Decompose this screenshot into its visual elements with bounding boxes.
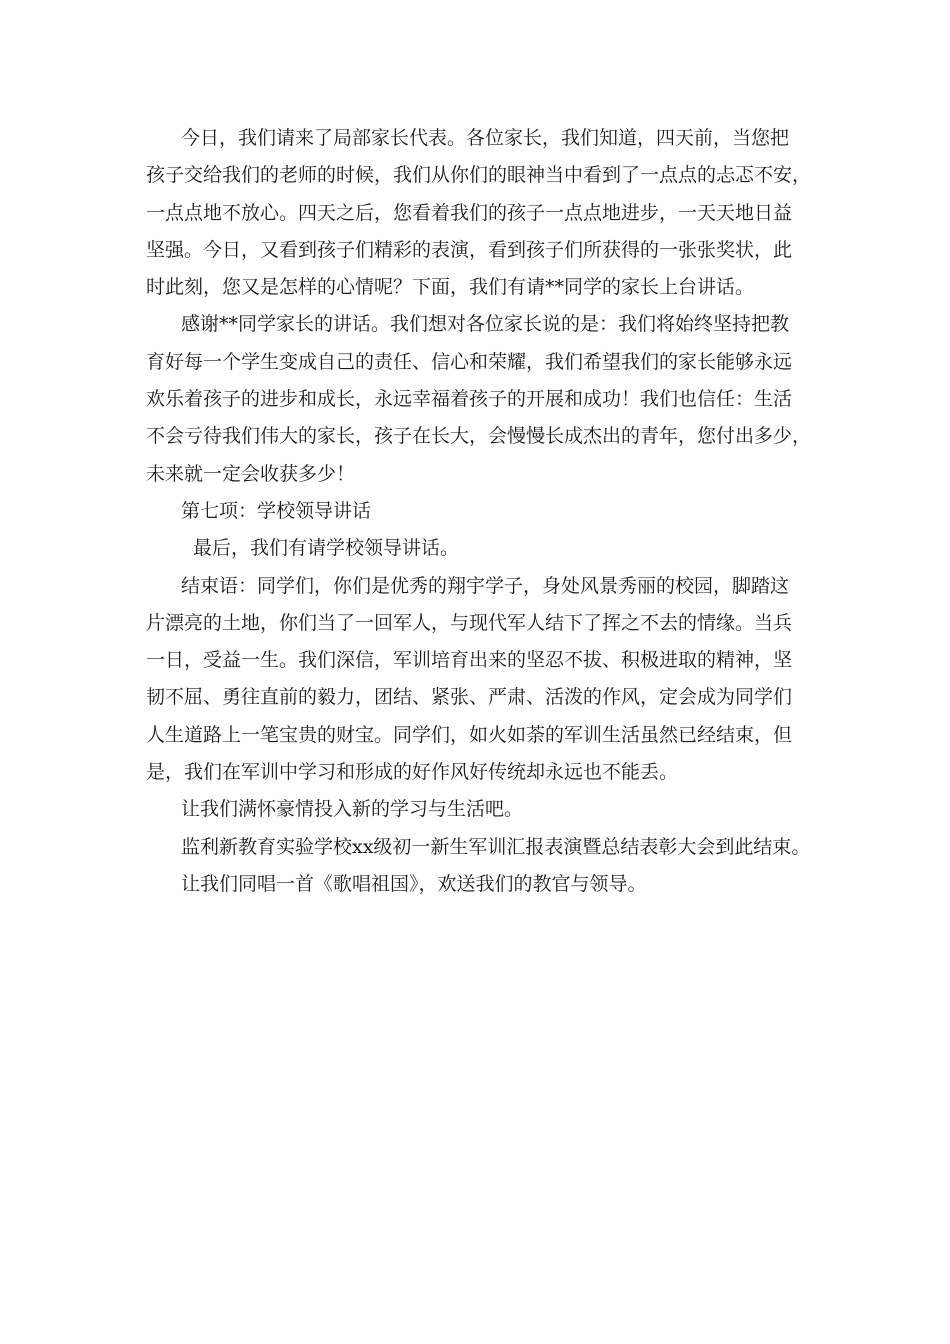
paragraph-line: 坚强。今日，又看到孩子们精彩的表演，看到孩子们所获得的一张张奖状，此	[146, 238, 793, 261]
paragraph-line: 韧不屈、勇往直前的毅力，团结、紧张、严肃、活泼的作风，定会成为同学们	[146, 686, 793, 709]
paragraph-line: 时此刻，您又是怎样的心情呢？下面，我们有请**同学的家长上台讲话。	[146, 276, 755, 299]
paragraph-line: 感谢**同学家长的讲话。我们想对各位家长说的是：我们将始终坚持把教	[181, 313, 790, 336]
paragraph-line: 让我们同唱一首《歌唱祖国》，欢送我们的教官与领导。	[181, 872, 647, 895]
section-heading: 第七项：学校领导讲话	[181, 499, 372, 522]
paragraph-line: 片漂亮的土地，你们当了一回军人，与现代军人结下了挥之不去的情缘。当兵	[146, 611, 793, 634]
paragraph-line: 人生道路上一笔宝贵的财宝。同学们，如火如荼的军训生活虽然已经结束，但	[146, 723, 793, 746]
paragraph-line: 是，我们在军训中学习和形成的好作风好传统却永远也不能丢。	[146, 761, 679, 784]
document-body	[146, 120, 846, 903]
paragraph-line: 不会亏待我们伟大的家长，孩子在长大，会慢慢长成杰出的青年，您付出多少，	[146, 425, 812, 448]
paragraph-line: 今日，我们请来了局部家长代表。各位家长，我们知道，四天前，当您把	[181, 127, 790, 149]
paragraph-line: 一日，受益一生。我们深信，军训培育出来的坚忍不拔、积极进取的精神，坚	[146, 649, 793, 672]
paragraph-line: 未来就一定会收获多少！	[146, 462, 356, 485]
paragraph-line: 欢乐着孩子的进步和成长，永远幸福着孩子的开展和成功！我们也信任：生活	[146, 388, 793, 411]
paragraph-line: 孩子交给我们的老师的时候，我们从你们的眼神当中看到了一点点的忐忑不安，	[146, 164, 812, 187]
paragraph-line: 一点点地不放心。四天之后，您看着我们的孩子一点点地进步，一天天地日益	[146, 201, 793, 224]
paragraph-line: 让我们满怀豪情投入新的学习与生活吧。	[181, 798, 524, 821]
paragraph-line: 育好每一个学生变成自己的责任、信心和荣耀，我们希望我们的家长能够永远	[146, 350, 793, 373]
paragraph-line: 监利新教育实验学校xx级初一新生军训汇报表演暨总结表彰大会到此结束。	[181, 835, 811, 858]
paragraph-line: 结束语：同学们，你们是优秀的翔宇学子，身处风景秀丽的校园，脚踏这	[181, 574, 790, 597]
paragraph-line: 最后，我们有请学校领导讲话。	[193, 537, 460, 560]
